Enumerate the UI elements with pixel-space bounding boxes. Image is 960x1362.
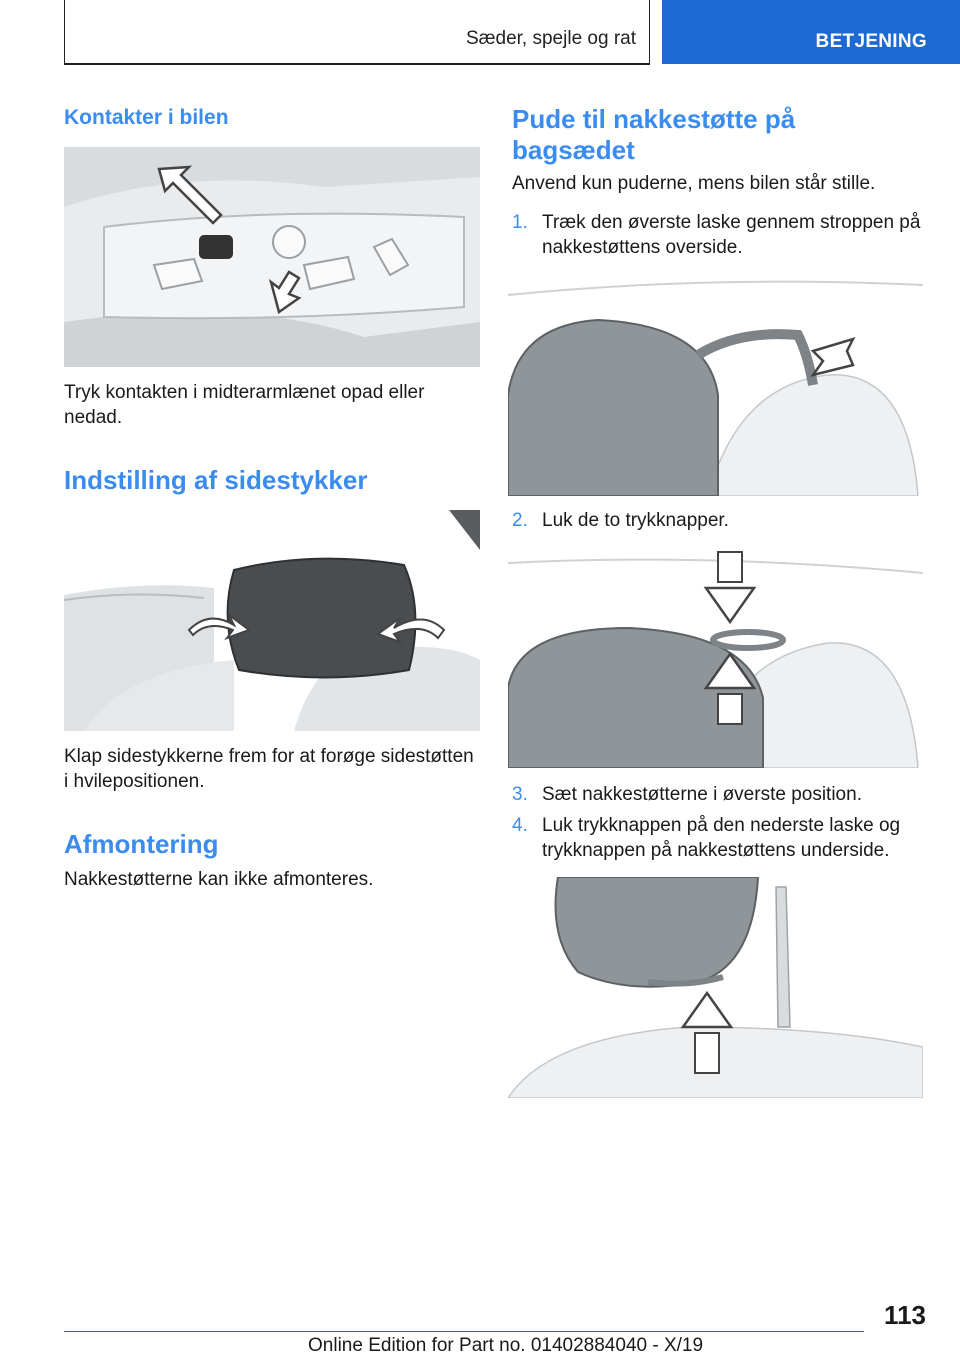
header-divider: [649, 0, 650, 64]
heading-switches: Kontakter i bilen: [64, 106, 229, 129]
text-removal: Nakkestøtterne kan ikke afmonteres.: [64, 869, 374, 890]
section-title: Sæder, spejle og rat: [465, 28, 636, 49]
step-number: 1.: [512, 212, 528, 233]
chapter-tab[interactable]: BETJENING: [662, 0, 960, 64]
step-2: [512, 508, 928, 533]
text-switches: Tryk kontakten i midterarmlænet opad eller nedad.: [64, 382, 425, 428]
step-number: 2.: [512, 510, 528, 531]
heading-side-wings: Indstilling af sidestykker: [64, 465, 368, 495]
step-text: Luk de to trykknapper.: [542, 510, 729, 531]
header-left-rule: [64, 0, 65, 64]
footer-rule: [64, 1331, 864, 1332]
step-text: Sæt nakkestøtterne i øverste position.: [542, 784, 862, 805]
figure-bottom-stud: [508, 877, 923, 1098]
step-1: [512, 210, 928, 260]
heading-cushion: Pude til nakkestøtte på bagsædet: [512, 104, 796, 165]
heading-removal: Afmontering: [64, 829, 219, 859]
header-bottom-rule: [64, 63, 650, 65]
figure-press-studs: [508, 548, 923, 768]
step-text: Luk trykknappen på den nederste laske og trykknappen på nakkestøttens underside.: [542, 815, 901, 861]
step-4: [512, 813, 928, 863]
step-text: Træk den øverste laske gennem stroppen på nakkestøttens overside.: [542, 212, 921, 258]
page-number: 113: [884, 1300, 926, 1330]
figure-headrest-wings: [64, 510, 480, 731]
step-number: 3.: [512, 784, 528, 805]
figure-armrest-switch: [64, 147, 480, 367]
step-number: 4.: [512, 815, 528, 836]
step-3: [512, 782, 928, 807]
text-cushion-intro: Anvend kun puderne, mens bilen står stille.: [512, 173, 876, 194]
footer-edition: Online Edition for Part no. 01402884040 - X/19: [308, 1335, 704, 1356]
figure-strap-pull: [508, 275, 923, 496]
text-side-wings: Klap sidestykkerne frem for at forøge sidestøtten i hvilepositionen.: [64, 746, 474, 792]
